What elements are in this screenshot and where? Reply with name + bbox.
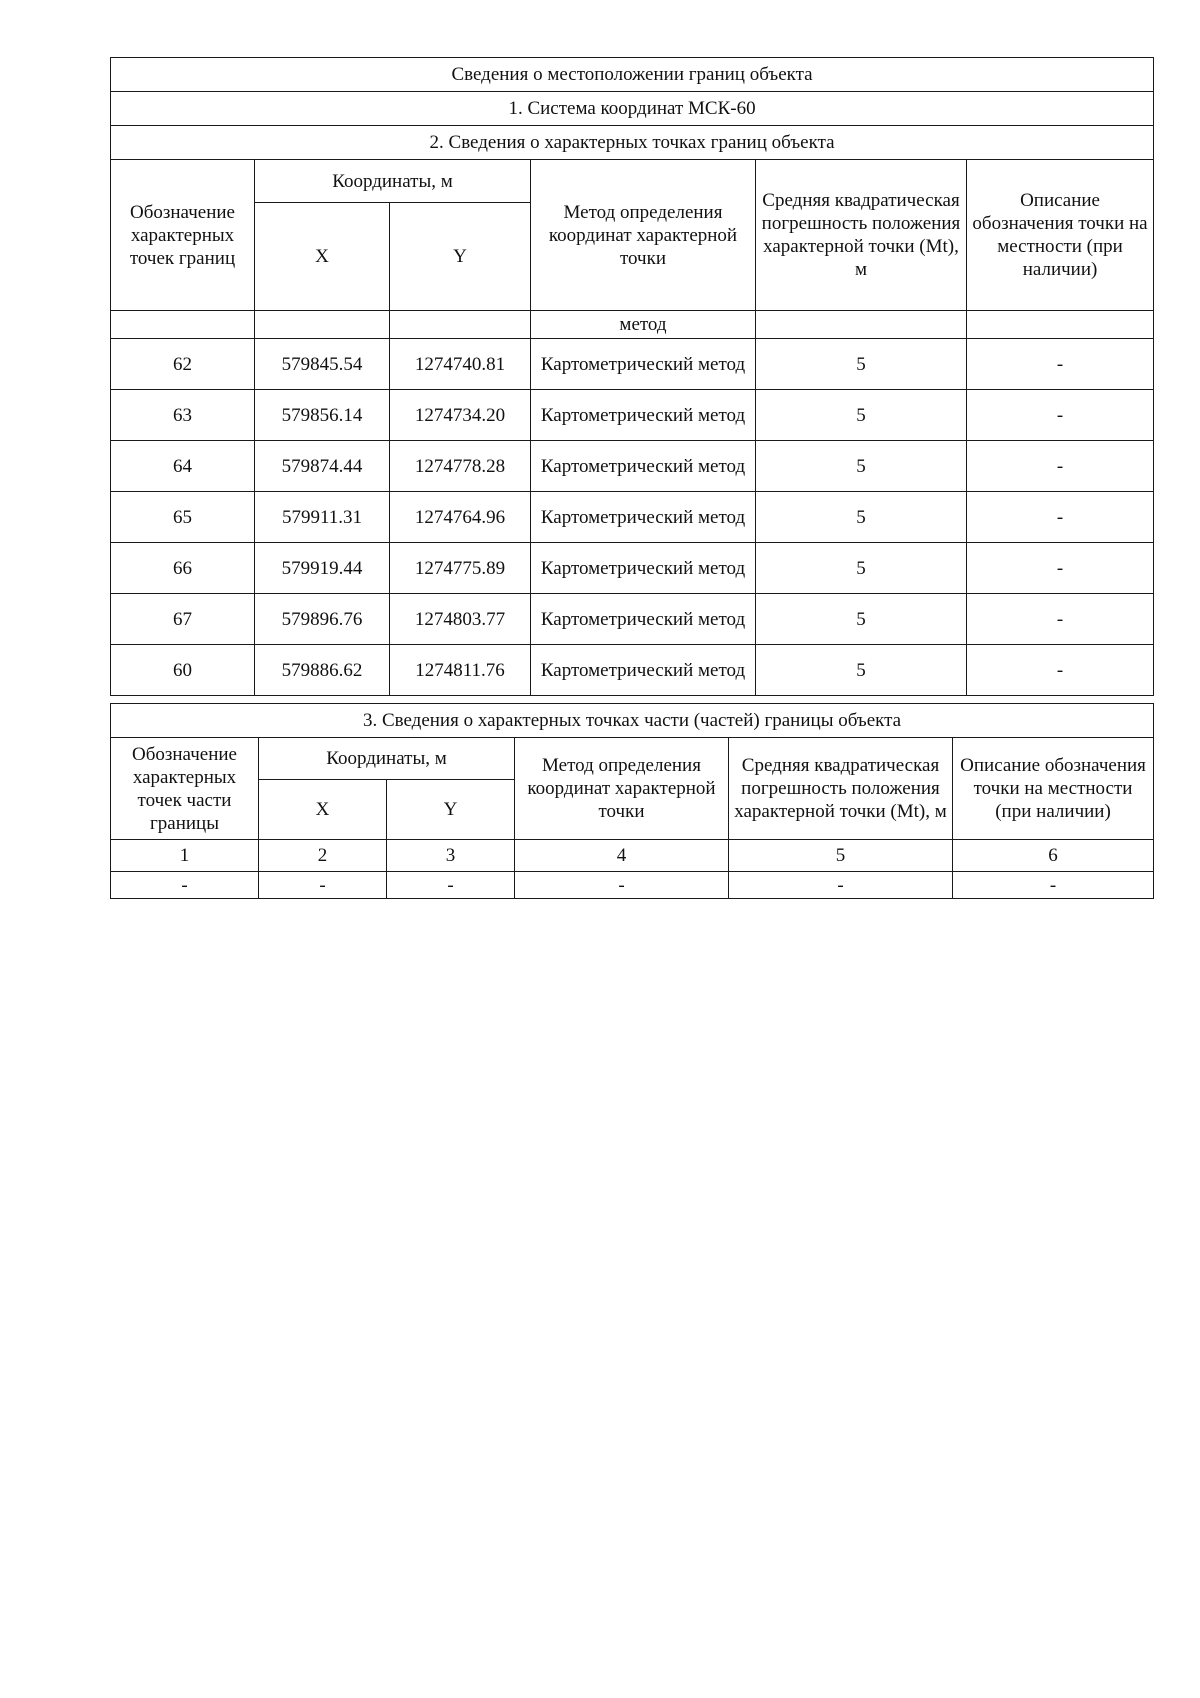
header-desc: Описание обозначения точки на местности (при наличии) <box>967 160 1154 311</box>
header-y: Y <box>390 203 531 311</box>
table-row <box>111 594 1154 645</box>
header-desc: Описание обозначения точки на местности (при наличии) <box>953 738 1154 840</box>
column-number: 4 <box>515 840 729 872</box>
cell: - <box>259 872 387 899</box>
header-coords: Координаты, м <box>255 160 531 203</box>
section3-title: 3. Сведения о характерных точках части (частей) границы объекта <box>111 704 1154 738</box>
cell-error: 5 <box>756 492 967 543</box>
cell-method: Картометрический метод <box>531 492 756 543</box>
header-x: X <box>259 780 387 840</box>
cell-x: 579856.14 <box>255 390 390 441</box>
table-row <box>111 645 1154 696</box>
table-row <box>111 441 1154 492</box>
cell-x: 579896.76 <box>255 594 390 645</box>
continuation-cell <box>111 311 255 339</box>
continuation-cell <box>756 311 967 339</box>
cell-method: Картометрический метод <box>531 339 756 390</box>
table-row <box>111 543 1154 594</box>
column-number: 1 <box>111 840 259 872</box>
table-row <box>111 492 1154 543</box>
cell-method: Картометрический метод <box>531 645 756 696</box>
cell-y: 1274778.28 <box>390 441 531 492</box>
cell-y: 1274740.81 <box>390 339 531 390</box>
cell-desc: - <box>967 492 1154 543</box>
column-number: 6 <box>953 840 1154 872</box>
cell-x: 579886.62 <box>255 645 390 696</box>
part-boundary-points-table <box>110 703 1154 899</box>
cell-point: 65 <box>111 492 255 543</box>
cell: - <box>729 872 953 899</box>
continuation-cell <box>967 311 1154 339</box>
cell-desc: - <box>967 441 1154 492</box>
cell-point: 60 <box>111 645 255 696</box>
table-row <box>111 872 1154 899</box>
cell-point: 63 <box>111 390 255 441</box>
cell-desc: - <box>967 645 1154 696</box>
cell-x: 579911.31 <box>255 492 390 543</box>
column-number: 2 <box>259 840 387 872</box>
header-point: Обозначение характерных точек границ <box>111 160 255 311</box>
cell: - <box>515 872 729 899</box>
cell-x: 579845.54 <box>255 339 390 390</box>
section2-title: 2. Сведения о характерных точках границ объекта <box>111 126 1154 160</box>
cell-error: 5 <box>756 543 967 594</box>
section-title: Сведения о местоположении границ объекта <box>111 58 1154 92</box>
cell-method: Картометрический метод <box>531 441 756 492</box>
table-row <box>111 390 1154 441</box>
header-point: Обозначение характерных точек части границы <box>111 738 259 840</box>
header-method: Метод определения координат характерной точки <box>515 738 729 840</box>
cell-point: 62 <box>111 339 255 390</box>
header-x: X <box>255 203 390 311</box>
cell-error: 5 <box>756 441 967 492</box>
header-error: Средняя квадратическая погрешность положения характерной точки (Mt), м <box>756 160 967 311</box>
cell-error: 5 <box>756 390 967 441</box>
continuation-method: метод <box>531 311 756 339</box>
header-y: Y <box>387 780 515 840</box>
cell: - <box>953 872 1154 899</box>
cell-y: 1274734.20 <box>390 390 531 441</box>
boundary-points-table <box>110 57 1154 696</box>
cell-error: 5 <box>756 339 967 390</box>
cell-y: 1274811.76 <box>390 645 531 696</box>
cell-error: 5 <box>756 645 967 696</box>
cell-desc: - <box>967 339 1154 390</box>
header-method: Метод определения координат характерной точки <box>531 160 756 311</box>
cell-x: 579919.44 <box>255 543 390 594</box>
cell-point: 67 <box>111 594 255 645</box>
header-error: Средняя квадратическая погрешность положения характерной точки (Mt), м <box>729 738 953 840</box>
cell-method: Картометрический метод <box>531 594 756 645</box>
cell-y: 1274803.77 <box>390 594 531 645</box>
cell-desc: - <box>967 390 1154 441</box>
column-number: 3 <box>387 840 515 872</box>
cell-method: Картометрический метод <box>531 390 756 441</box>
cell-desc: - <box>967 543 1154 594</box>
cell-error: 5 <box>756 594 967 645</box>
column-number: 5 <box>729 840 953 872</box>
cell-y: 1274775.89 <box>390 543 531 594</box>
header-coords: Координаты, м <box>259 738 515 780</box>
cell-point: 64 <box>111 441 255 492</box>
cell-x: 579874.44 <box>255 441 390 492</box>
continuation-cell <box>390 311 531 339</box>
table-row <box>111 339 1154 390</box>
cell-method: Картометрический метод <box>531 543 756 594</box>
continuation-cell <box>255 311 390 339</box>
cell-desc: - <box>967 594 1154 645</box>
cell-point: 66 <box>111 543 255 594</box>
coord-system-title: 1. Система координат МСК-60 <box>111 92 1154 126</box>
cell: - <box>111 872 259 899</box>
cell: - <box>387 872 515 899</box>
cell-y: 1274764.96 <box>390 492 531 543</box>
